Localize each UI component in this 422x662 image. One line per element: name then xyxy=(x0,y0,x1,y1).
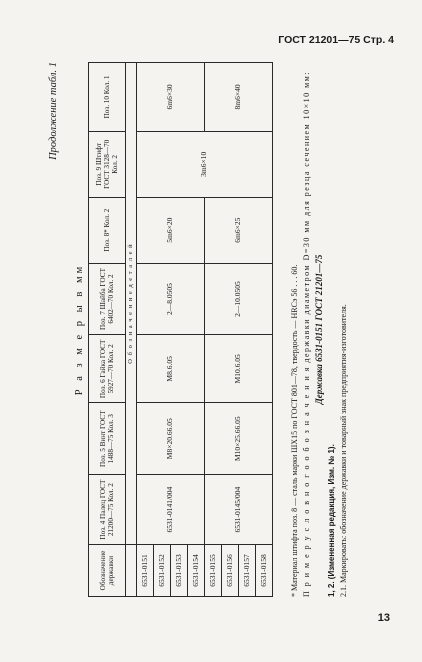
edit-note: 1, 2. (Измененная редакция, Изм. № 1). xyxy=(327,444,337,597)
parts-table xyxy=(88,62,273,597)
designation-cell: 6531-0153 xyxy=(171,545,188,597)
designation-cell: 6531-0157 xyxy=(239,545,256,597)
designation-cell: 6531-0152 xyxy=(154,545,171,597)
cell: 6531-0141/004 xyxy=(137,475,205,545)
page-number: 13 xyxy=(377,612,390,624)
designation-cell: 6531-0158 xyxy=(256,545,273,597)
cell: 6m6×30 xyxy=(137,63,205,132)
subheader-row xyxy=(126,63,137,597)
subheader: О б о з н а ч е н и е д е т а л е й xyxy=(126,63,137,545)
footnote: * Материал штифта поз. 8 — сталь марки ШХ15 по ГОСТ 801—78, твердость — HRCэ 56 . . . 60. xyxy=(290,264,299,597)
col-header: Поз. 4 Палец ГОСТ 21200—75 Кол. 2 xyxy=(89,475,126,545)
table-row xyxy=(137,63,154,597)
table-title: Р а з м е р ы в мм xyxy=(74,263,85,396)
cell: 2—10.0505 xyxy=(205,263,273,335)
cell: 2—8.0505 xyxy=(137,263,205,335)
designation-cell: 6531-0154 xyxy=(188,545,205,597)
example-code: Державка 6531-0151 ГОСТ 21201—75 xyxy=(314,254,324,405)
cell: 6m6×25 xyxy=(205,197,273,263)
example-lead: П р и м е р у с л о в н о г о о б о з н а ч е н и я державки диаметром D=30 мм для резца сечением 10×10 мм: xyxy=(302,70,311,597)
cell: 5m6×20 xyxy=(137,197,205,263)
col-header: Поз. 6 Гайка ГОСТ 5927—70 Кол. 2 xyxy=(89,335,126,403)
page-header: ГОСТ 21201—75 Стр. 4 xyxy=(278,34,394,46)
col-header: Поз. 7 Шайба ГОСТ 6402—70 Кол. 2 xyxy=(89,263,126,335)
cell: 6531-0145/004 xyxy=(205,475,273,545)
cell: 8m6×40 xyxy=(205,63,273,132)
col-header: Поз. 9 Штифт ГОСТ 3128—70 Кол. 2 xyxy=(89,131,126,197)
designation-cell: 6531-0156 xyxy=(222,545,239,597)
col-header: Обозначение державки xyxy=(89,545,126,597)
col-header: Поз. 5 Винт ГОСТ 1488—75 Кол. 3 xyxy=(89,403,126,475)
designation-cell: 6531-0151 xyxy=(137,545,154,597)
cell: M8×20.66.05 xyxy=(137,403,205,475)
cell: 3m6×10 xyxy=(137,131,273,197)
cell: M8.6.05 xyxy=(137,335,205,403)
cell: M10×25.66.05 xyxy=(205,403,273,475)
designation-cell: 6531-0155 xyxy=(205,545,222,597)
col-header: Поз. 10 Кол. 1 xyxy=(89,63,126,132)
cell: M10.6.05 xyxy=(205,335,273,403)
notes xyxy=(290,62,351,597)
marking-text: 2.1. Маркировать: обозначение державки и товарный знак предприятия-изготовителя. xyxy=(339,304,349,597)
continuation-label: Продолжение табл. 1 xyxy=(48,62,59,160)
header-row xyxy=(89,63,126,597)
rotated-content xyxy=(44,62,364,597)
col-header: Поз. 8* Кол. 2 xyxy=(89,197,126,263)
